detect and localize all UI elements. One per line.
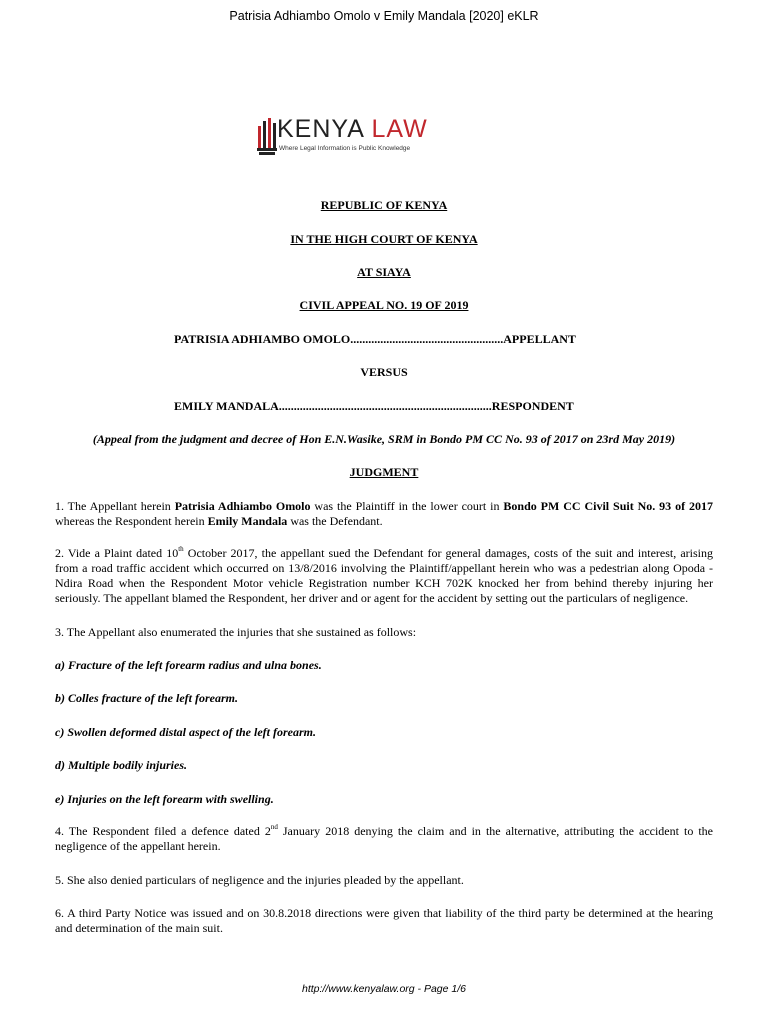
p2-text-a: 2. Vide a Plaint dated 10	[55, 546, 179, 560]
republic-heading: REPUBLIC OF KENYA	[320, 198, 448, 212]
p4-text-b: January 2018 denying the claim and in the alternative, attributing the accident to the negligence of the appellant herein.	[55, 824, 713, 853]
page-footer: http://www.kenyalaw.org - Page 1/6	[301, 983, 466, 995]
injury-item: d) Multiple bodily injuries.	[55, 758, 188, 772]
logo-law: LAW	[371, 115, 428, 143]
p1-text-c: was the Plaintiff in the lower court in	[310, 499, 504, 513]
p2-superscript: th	[178, 545, 184, 553]
p1-text-e: whereas the Respondent herein	[55, 514, 208, 528]
p4-superscript: nd	[270, 823, 278, 831]
logo-wordmark	[277, 115, 428, 143]
paragraph-1	[55, 499, 713, 529]
respondent-name: Emily Mandala	[207, 514, 288, 528]
appellant-name: Patrisia Adhiambo Omolo	[174, 499, 311, 513]
case-number: CIVIL APPEAL NO. 19 OF 2019	[299, 298, 469, 312]
p4-text-a: 4. The Respondent filed a defence dated 2	[55, 824, 271, 838]
logo-kenya: KENYA	[277, 115, 364, 143]
injury-item: c) Swollen deformed distal aspect of the left forearm.	[55, 725, 316, 739]
injury-item: b) Colles fracture of the left forearm.	[55, 691, 238, 705]
appellant-line: PATRISIA ADHIAMBO OMOLO...................................................APPELLANT	[174, 332, 576, 346]
appeal-note: (Appeal from the judgment and decree of Hon E.N.Wasike, SRM in Bondo PM CC No. 93 of 2017 on 23rd May 2019)	[92, 432, 676, 446]
respondent-line: EMILY MANDALA.......................................................................RESPONDENT	[174, 399, 574, 413]
judgment-heading: JUDGMENT	[349, 465, 419, 479]
injury-item: e) Injuries on the left forearm with swelling.	[55, 792, 274, 806]
page-header-title: Patrisia Adhiambo Omolo v Emily Mandala [2020] eKLR	[229, 9, 539, 23]
paragraph-4	[55, 824, 713, 854]
p2-text-b: October 2017, the appellant sued the Defendant for general damages, costs of the suit and interest, arising from a road traffic accident which occurred on 13/8/2016 involving the Plaintiff/appellant herein who was a pedestrian along Opoda - Ndira Road when the Respondent Motor vehicle Registration number KCH 702K knocked her from behind thereby injuring her seriously. The appellant blamed the Respondent, her driver and or agent for the accident by setting out the particulars of negligence.	[55, 546, 713, 605]
p1-text-a: 1. The Appellant herein	[55, 499, 175, 513]
logo-tagline: Where Legal Information is Public Knowledge	[279, 145, 411, 152]
paragraph-2	[55, 546, 713, 606]
location-heading: AT SIAYA	[357, 265, 411, 279]
injury-item: a) Fracture of the left forearm radius and ulna bones.	[55, 658, 322, 672]
paragraph-5: 5. She also denied particulars of negligence and the injuries pleaded by the appellant.	[55, 873, 464, 887]
versus-text: VERSUS	[360, 365, 408, 379]
p1-text-g: was the Defendant.	[287, 514, 383, 528]
lower-court-suit: Bondo PM CC Civil Suit No. 93 of 2017	[503, 499, 713, 513]
kenya-law-logo	[257, 116, 467, 156]
paragraph-3: 3. The Appellant also enumerated the injuries that she sustained as follows:	[55, 625, 417, 639]
pillars-icon	[257, 116, 277, 156]
court-heading: IN THE HIGH COURT OF KENYA	[290, 232, 478, 246]
paragraph-6: 6. A third Party Notice was issued and on 30.8.2018 directions were given that liability of the third party be determined at the hearing and determination of the main suit.	[55, 906, 713, 935]
